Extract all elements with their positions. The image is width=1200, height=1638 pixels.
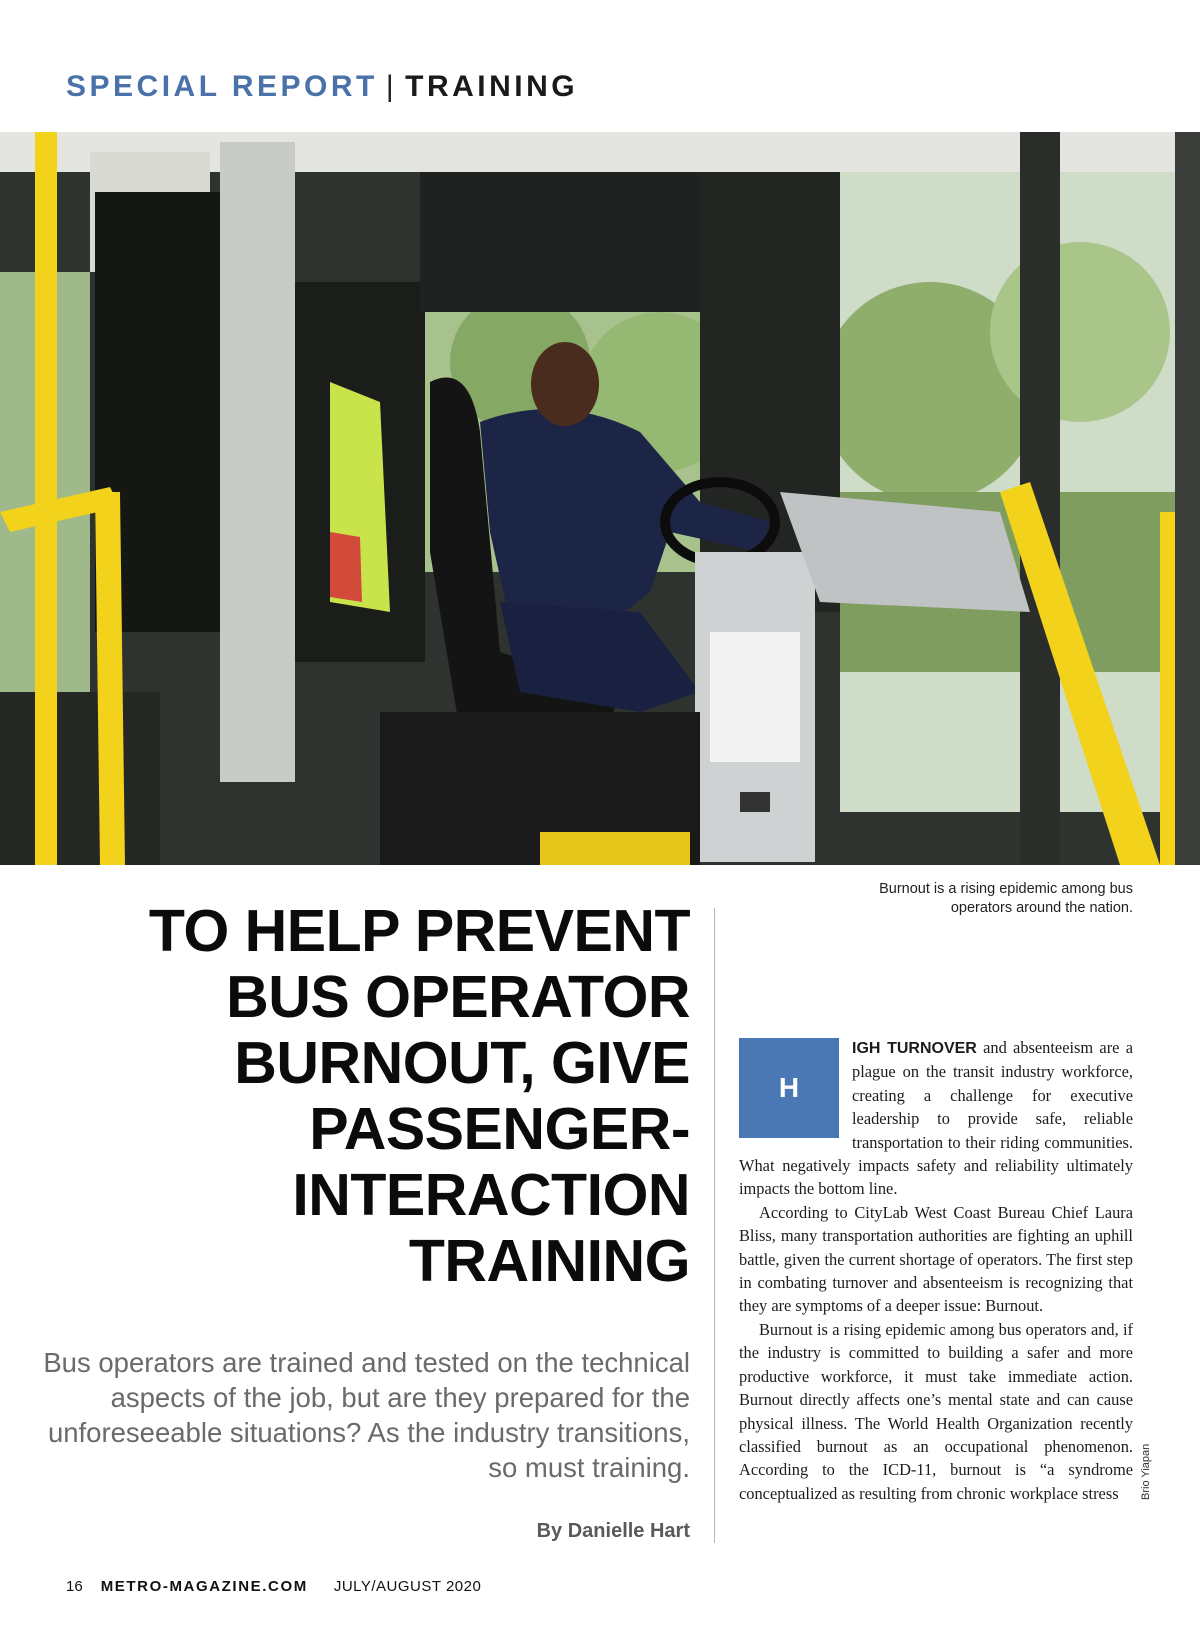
page-footer	[66, 1578, 481, 1595]
lead-in: IGH TURNOVER	[852, 1040, 977, 1057]
photo-caption: Burnout is a rising epidemic among bus operators around the nation.	[879, 881, 1133, 916]
website-link[interactable]: METRO-MAGAZINE.COM	[100, 1578, 308, 1595]
header-divider: |	[385, 70, 398, 103]
article-headline: TO HELP PREVENT BUS OPERATOR BURNOUT, GIVE PASSENGER-INTERACTION TRAINING	[148, 898, 690, 1294]
section-label: SPECIAL REPORT	[66, 70, 378, 103]
section-header	[66, 70, 578, 104]
photo-illustration	[0, 132, 1200, 865]
page-number: 16	[66, 1578, 83, 1595]
article-deck: Bus operators are trained and tested on the technical aspects of the job, but are they prepared for the unforeseeable situations? As the industry transitions, so must training.	[43, 1347, 690, 1483]
subsection-label: TRAINING	[405, 70, 579, 103]
paragraph-1-text: and absenteeism are a plague on the transit industry workforce, creating a challenge for executive leadership to provide safe, reliable transportation to their riding communities. What negatively impacts safety and reliability ultimately impacts the bottom line.	[739, 1038, 1133, 1199]
drop-cap: H	[739, 1038, 839, 1138]
drop-cap-spacer	[739, 1036, 852, 1150]
byline: By Danielle Hart	[536, 1520, 690, 1542]
paragraph-2: According to CityLab West Coast Bureau Chief Laura Bliss, many transportation authorities are fighting an uphill battle, given the current shortage of operators. The first step in combating turnover and absenteeism is recognizing that they are symptoms of a deeper issue: Burnout.	[739, 1202, 1133, 1316]
article-body	[739, 1036, 1133, 1546]
photo-credit: Brio Yiapan	[1140, 1443, 1152, 1500]
bus-driver-photo	[0, 132, 1200, 865]
issue-date: JULY/AUGUST 2020	[333, 1578, 482, 1595]
column-divider	[714, 908, 715, 1543]
paragraph-3: Burnout is a rising epidemic among bus operators and, if the industry is committed to building a safer and more productive workforce, it must take immediate action. Burnout directly affects one’s mental state and can cause physical illness. The World Health Organization recently classified burnout as an occupational phenomenon. According to the ICD-11, burnout is “a syndrome conceptualized as resulting from chronic workplace stress	[739, 1319, 1133, 1503]
